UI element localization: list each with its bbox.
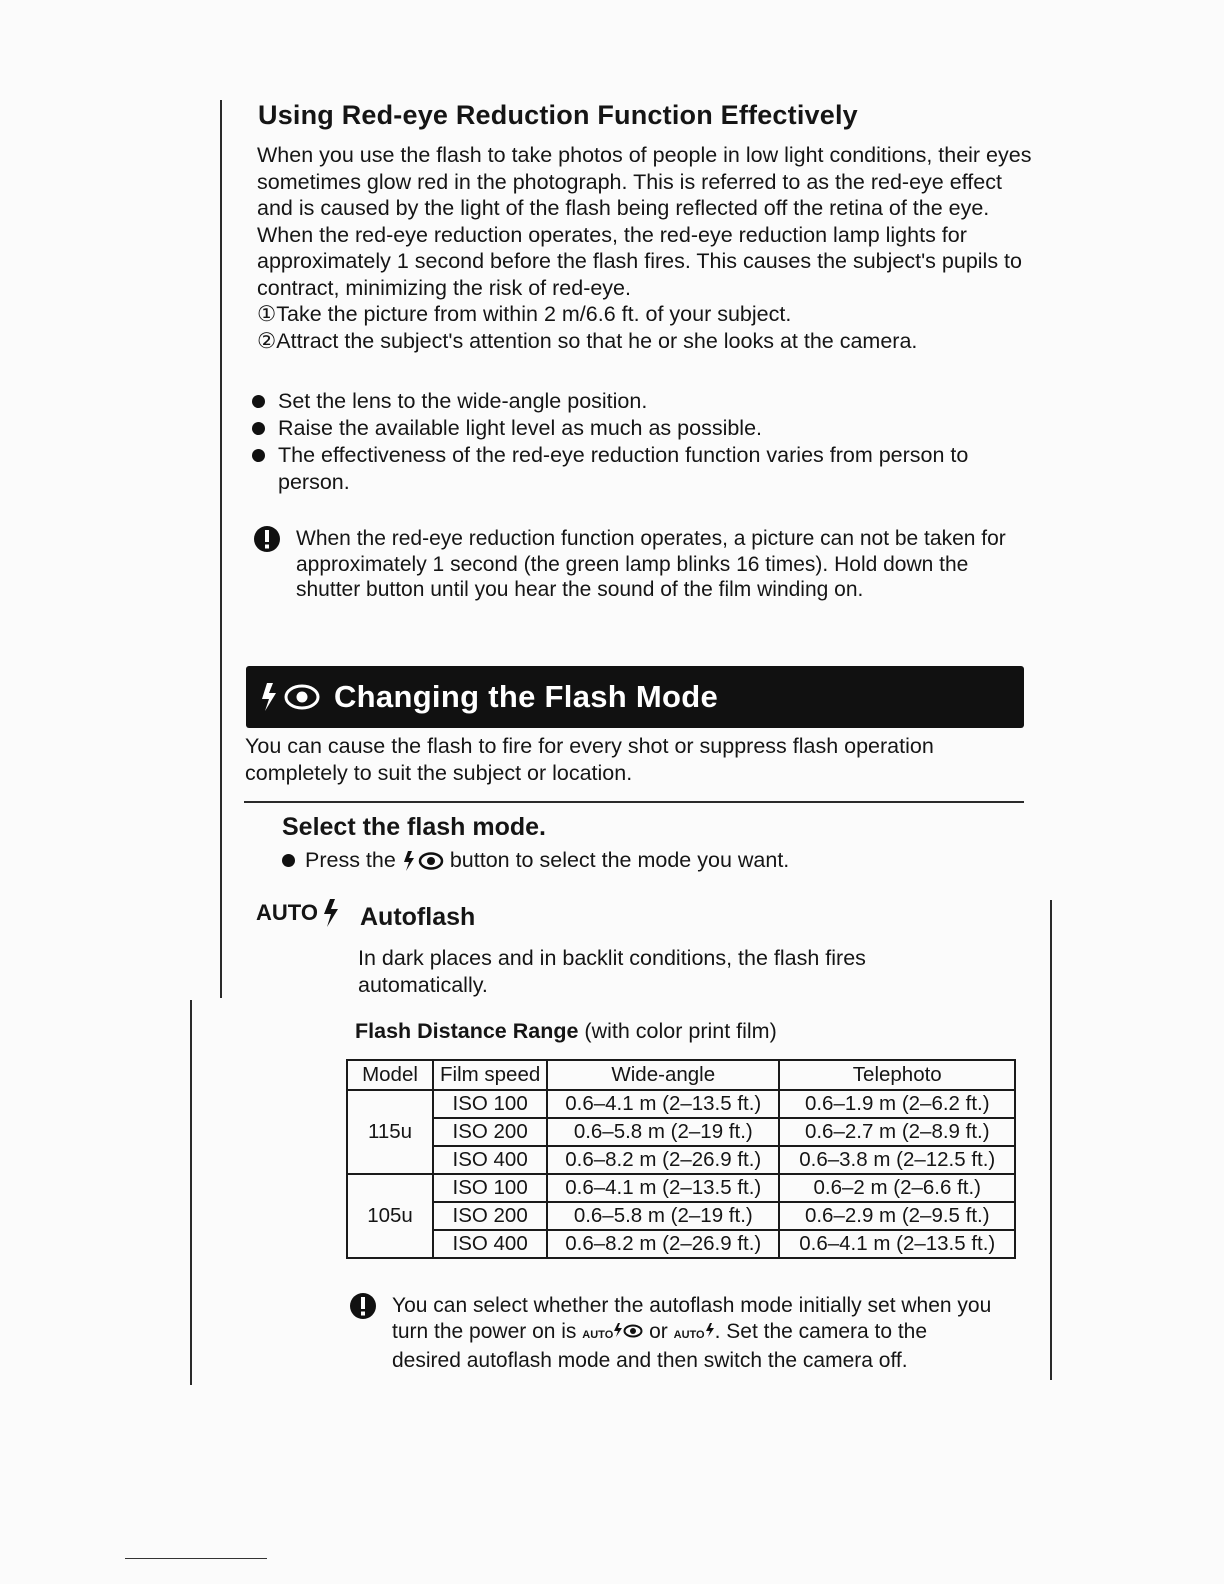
table-row xyxy=(347,1174,1015,1202)
table-row xyxy=(347,1230,1015,1258)
press-instruction: Press the button to select the mode you want. xyxy=(282,848,789,873)
auto-flash-redeye-symbol: AUTO xyxy=(582,1320,643,1343)
table-caption: Flash Distance Range (with color print film) xyxy=(355,1019,777,1043)
autoflash-heading: Autoflash xyxy=(360,903,476,931)
column-header: Film speed xyxy=(433,1060,547,1090)
table-cell: 0.6–3.8 m (2–12.5 ft.) xyxy=(779,1146,1015,1174)
table-cell: 0.6–2.7 m (2–8.9 ft.) xyxy=(779,1118,1015,1146)
bullet-icon xyxy=(252,449,265,462)
select-heading: Select the flash mode. xyxy=(282,813,546,841)
flash-redeye-icon xyxy=(402,850,444,872)
flash-redeye-icon xyxy=(258,681,320,713)
flash-icon xyxy=(705,1322,715,1338)
table-cell: 0.6–4.1 m (2–13.5 ft.) xyxy=(547,1174,779,1202)
bullet-icon xyxy=(252,422,265,435)
table-cell: 0.6–4.1 m (2–13.5 ft.) xyxy=(779,1230,1015,1258)
flash-icon xyxy=(613,1322,623,1338)
table-row xyxy=(347,1146,1015,1174)
table-header-row xyxy=(347,1060,1015,1090)
paragraph: When the red-eye reduction operates, the red-eye reduction lamp lights for approximately 1 second before the flash fires. This causes the subject's pupils to contract, minimizing the risk of red-eye. xyxy=(257,222,1022,300)
table-cell: ISO 200 xyxy=(433,1118,547,1146)
table-cell: 0.6–8.2 m (2–26.9 ft.) xyxy=(547,1230,779,1258)
table-cell: 0.6–2.9 m (2–9.5 ft.) xyxy=(779,1202,1015,1230)
table-row xyxy=(347,1202,1015,1230)
right-margin-rule xyxy=(1050,900,1052,1380)
flash-icon xyxy=(322,898,340,928)
autoflash-description: In dark places and in backlit conditions, the flash fires automatically. xyxy=(358,946,866,997)
table-row xyxy=(347,1118,1015,1146)
column-header: Wide-angle xyxy=(547,1060,779,1090)
table-cell: 0.6–5.8 m (2–19 ft.) xyxy=(547,1202,779,1230)
model-cell: 115u xyxy=(347,1090,433,1174)
bullet-icon xyxy=(282,854,295,867)
table-cell: 0.6–4.1 m (2–13.5 ft.) xyxy=(547,1090,779,1118)
table-cell: 0.6–1.9 m (2–6.2 ft.) xyxy=(779,1090,1015,1118)
table-row xyxy=(347,1090,1015,1118)
column-header: Telephoto xyxy=(779,1060,1015,1090)
auto-flash-symbol: AUTO xyxy=(674,1320,715,1343)
caution-note-autoflash: You can select whether the autoflash mode initially set when you turn the power on is AUTO or AUTO . Set the camera to the desired autoflash mode and then switch the camera off. xyxy=(392,1293,992,1374)
section-banner xyxy=(246,666,1024,728)
column-header: Model xyxy=(347,1060,433,1090)
table-cell: ISO 100 xyxy=(433,1090,547,1118)
table-cell: 0.6–5.8 m (2–19 ft.) xyxy=(547,1118,779,1146)
tips-list xyxy=(252,388,1032,496)
table-cell: ISO 400 xyxy=(433,1146,547,1174)
intro-text: You can cause the flash to fire for every shot or suppress flash operation completely to suit the subject or location. xyxy=(245,734,934,785)
auto-flash-symbol: AUTO xyxy=(256,898,340,928)
list-item: Raise the available light level as much as possible. xyxy=(252,415,1032,442)
caution-icon xyxy=(348,1291,378,1321)
step-item: ①Take the picture from within 2 m/6.6 ft. of your subject. xyxy=(257,302,792,326)
section-heading-red-eye: Using Red-eye Reduction Function Effectively xyxy=(258,100,858,130)
red-eye-explanation xyxy=(257,142,1037,354)
table-cell: 0.6–2 m (2–6.6 ft.) xyxy=(779,1174,1015,1202)
left-margin-rule xyxy=(220,100,222,998)
list-item: Set the lens to the wide-angle position. xyxy=(252,388,1032,415)
table-cell: ISO 100 xyxy=(433,1174,547,1202)
table-cell: ISO 400 xyxy=(433,1230,547,1258)
table-cell: 0.6–8.2 m (2–26.9 ft.) xyxy=(547,1146,779,1174)
table-cell: ISO 200 xyxy=(433,1202,547,1230)
left-margin-rule-lower xyxy=(190,1000,192,1385)
list-item: The effectiveness of the red-eye reduction function varies from person to person. xyxy=(252,442,1032,496)
flash-distance-table xyxy=(346,1059,1016,1259)
step-item: ②Attract the subject's attention so that he or she looks at the camera. xyxy=(257,328,918,353)
caution-icon xyxy=(252,524,282,554)
model-cell: 105u xyxy=(347,1174,433,1258)
red-eye-icon xyxy=(623,1324,643,1338)
bullet-icon xyxy=(252,395,265,408)
paragraph: When you use the flash to take photos of people in low light conditions, their eyes sometimes glow red in the photograph. This is referred to as the red-eye effect and is caused by the light of the flash being reflected off the retina of the eye. xyxy=(257,143,1032,220)
divider xyxy=(244,801,1024,803)
caution-note-red-eye: When the red-eye reduction function operates, a picture can not be taken for approximately 1 second (the green lamp blinks 16 times). Hold down the shutter button until you hear the sound of the film winding on. xyxy=(296,526,1026,603)
footer-rule xyxy=(125,1558,267,1559)
banner-title: Changing the Flash Mode xyxy=(334,679,719,714)
